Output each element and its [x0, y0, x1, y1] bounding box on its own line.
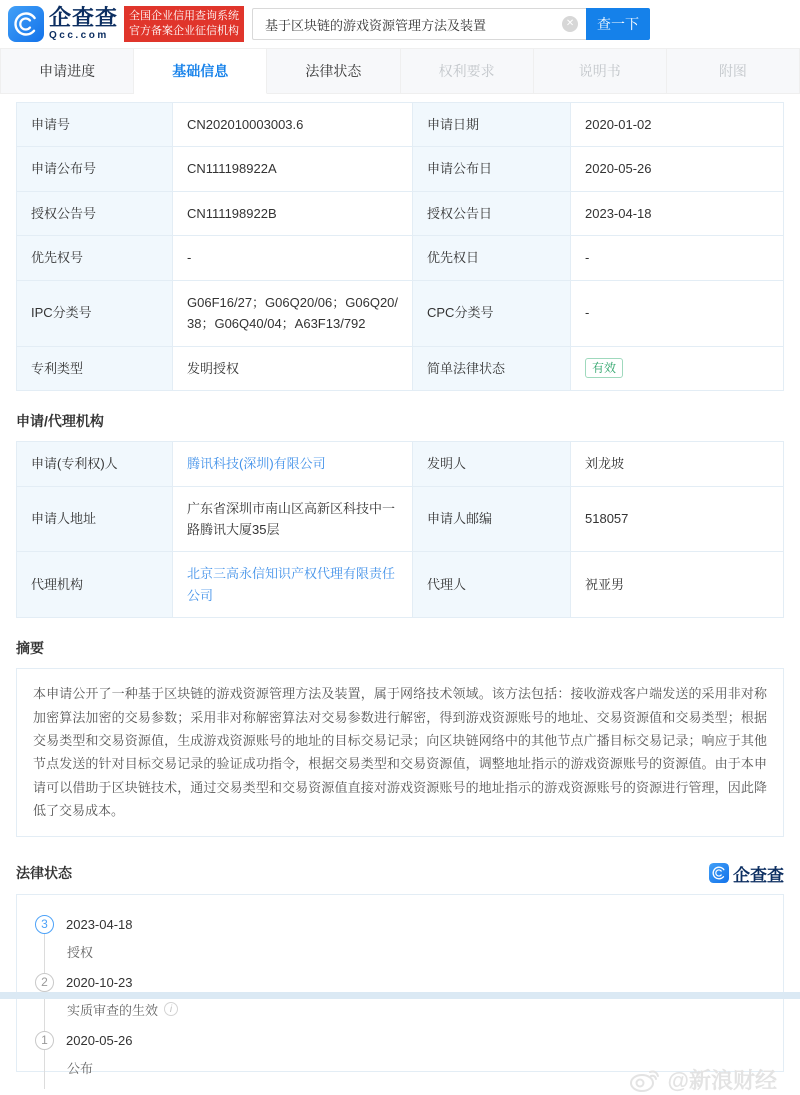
legal-section-title: 法律状态: [16, 865, 72, 882]
field-label: 申请人地址: [17, 487, 173, 553]
search-button[interactable]: 查一下: [586, 8, 650, 40]
timeline-label: 公布: [67, 1060, 94, 1076]
search-input[interactable]: [252, 8, 586, 40]
brand-name: 企查查: [49, 5, 119, 30]
tab-drawings: 附图: [667, 48, 800, 94]
watermark-text: @新浪财经: [667, 1067, 777, 1093]
applicant-company-link[interactable]: 腾讯科技(深圳)有限公司: [187, 456, 326, 472]
timeline-date: 2023-04-18: [66, 916, 133, 932]
tab-description: 说明书: [534, 48, 667, 94]
page-header: [0, 0, 800, 44]
field-label: 代理人: [413, 552, 571, 618]
gov-badge-line1: 全国企业信用查询系统: [129, 10, 240, 22]
qcc-logo-icon: [8, 6, 44, 42]
agency-table: [16, 441, 784, 618]
agency-company-link[interactable]: 北京三高永信知识产权代理有限责任公司: [187, 566, 396, 603]
timeline-date: 2020-10-23: [66, 974, 133, 990]
gov-credential-badge: [124, 6, 244, 42]
field-label: 优先权号: [17, 236, 173, 280]
field-value: 2020-05-26: [571, 147, 784, 191]
field-value: CN111198922A: [173, 147, 413, 191]
qcc-logo[interactable]: [8, 6, 118, 42]
legal-status-timeline: [16, 894, 784, 1093]
field-value: [173, 442, 413, 486]
field-label: 专利类型: [17, 347, 173, 391]
field-label: 申请(专利权)人: [17, 442, 173, 486]
info-icon[interactable]: i: [164, 1002, 178, 1016]
timeline-label: 授权: [67, 944, 94, 960]
field-value: G06F16/27；G06Q20/06；G06Q20/38；G06Q40/04；A63F13/792: [173, 281, 413, 347]
abstract-text: 本申请公开了一种基于区块链的游戏资源管理方法及装置，属于网络技术领域。该方法包括：接收游戏客户端发送的采用非对称加密算法加密的交易参数；采用非对称解密算法对交易参数进行解密，得到游戏资源账号的地址、交易资源值和交易类型；根据交易类型和交易资源值，生成游戏资源账号的地址的目标交易记录；向区块链网络中的其他节点广播目标交易记录；响应于其他节点发送的针对目标交易记录的验证成功指令，根据交易类型和交易资源值，调整地址指示的游戏资源账号的资源值。由于本申请可以借助于区块链技术，通过交易类型和交易资源值直接对游戏资源账号的地址指示的游戏资源账号的资源进行管理，因此降低了交易成本。: [16, 668, 784, 836]
basic-info-table: [16, 102, 784, 391]
gov-badge-line2: 官方备案企业征信机构: [129, 25, 240, 37]
bottom-strip: [0, 992, 800, 999]
field-value: 发明授权: [173, 347, 413, 391]
field-label: CPC分类号: [413, 281, 571, 347]
field-value: 广东省深圳市南山区高新区科技中一路腾讯大厦35层: [173, 487, 413, 553]
qcc-watermark-logo: [709, 861, 784, 886]
timeline-step-number: 1: [35, 1031, 54, 1050]
field-label: IPC分类号: [17, 281, 173, 347]
field-value: [173, 552, 413, 618]
qcc-mini-logo-text: 企查查: [733, 865, 784, 885]
qcc-wordmark: [49, 7, 118, 41]
field-label: 申请号: [17, 103, 173, 147]
field-value: [571, 347, 784, 391]
field-label: 申请人邮编: [413, 487, 571, 553]
timeline-step-number: 2: [35, 973, 54, 992]
field-value: -: [173, 236, 413, 280]
field-label: 授权公告号: [17, 192, 173, 236]
field-value: 2020-01-02: [571, 103, 784, 147]
field-label: 简单法律状态: [413, 347, 571, 391]
field-value: CN111198922B: [173, 192, 413, 236]
field-label: 授权公告日: [413, 192, 571, 236]
field-label: 申请日期: [413, 103, 571, 147]
field-label: 优先权日: [413, 236, 571, 280]
field-label: 申请公布日: [413, 147, 571, 191]
tab-application-progress[interactable]: 申请进度: [0, 48, 134, 94]
detail-tabs: [0, 48, 800, 94]
abstract-section-title: 摘要: [16, 640, 44, 657]
field-value: 刘龙坡: [571, 442, 784, 486]
tab-claims: 权利要求: [401, 48, 534, 94]
field-label: 申请公布号: [17, 147, 173, 191]
timeline-item: [35, 1031, 767, 1089]
field-value: 518057: [571, 487, 784, 553]
clear-search-icon[interactable]: ✕: [562, 16, 578, 32]
legal-status-valid-badge: 有效: [585, 358, 623, 378]
field-value: 祝亚男: [571, 552, 784, 618]
field-label: 发明人: [413, 442, 571, 486]
timeline-date: 2020-05-26: [66, 1032, 133, 1048]
search-box: [252, 8, 650, 40]
agency-section-title: 申请/代理机构: [16, 413, 104, 430]
field-value: -: [571, 281, 784, 347]
tab-basic-info[interactable]: 基础信息: [134, 48, 267, 94]
timeline-item: [35, 973, 767, 1031]
tab-legal-status[interactable]: 法律状态: [267, 48, 400, 94]
field-value: -: [571, 236, 784, 280]
field-value: CN202010003003.6: [173, 103, 413, 147]
qcc-mini-logo-icon: [709, 863, 729, 883]
field-label: 代理机构: [17, 552, 173, 618]
timeline-step-number: 3: [35, 915, 54, 934]
field-value: 2023-04-18: [571, 192, 784, 236]
timeline-label: 实质审查的生效: [67, 1002, 159, 1018]
brand-domain: Qcc.com: [49, 30, 109, 41]
timeline-item: [35, 915, 767, 973]
